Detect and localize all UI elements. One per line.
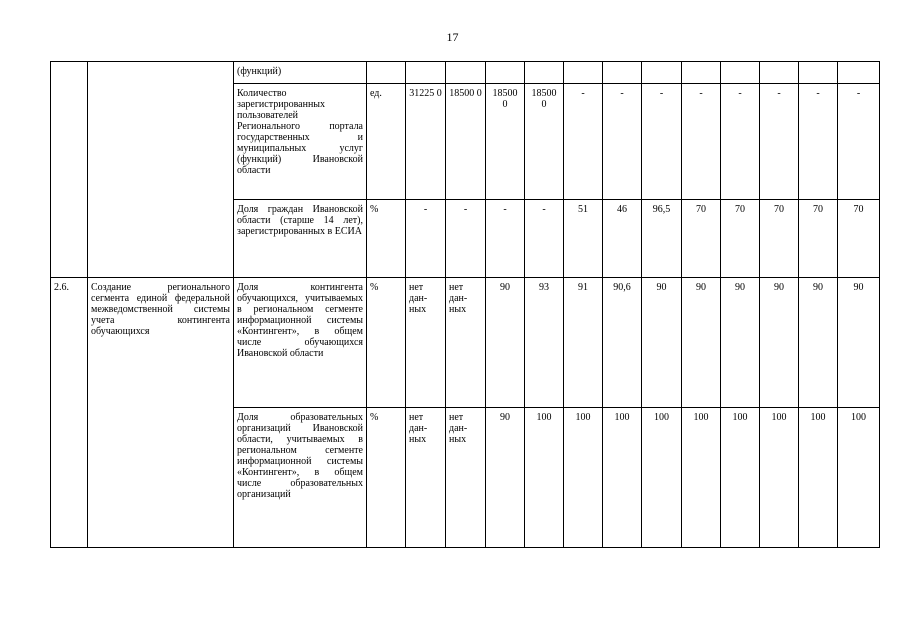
value-cell: 90	[486, 408, 525, 548]
unit-cell	[367, 62, 406, 84]
value-cell: 100	[603, 408, 642, 548]
value-cell	[603, 62, 642, 84]
value-cell	[721, 62, 760, 84]
value-cell: 90	[642, 278, 682, 408]
value-cell	[682, 62, 721, 84]
measure-cell: Создание регионального сегмента единой федеральной межведомственной системы учета контингента обучающихся	[88, 278, 234, 548]
value-cell: 96,5	[642, 200, 682, 278]
value-cell: -	[838, 84, 880, 200]
value-cell	[838, 62, 880, 84]
value-cell	[642, 62, 682, 84]
number-cell: 2.6.	[51, 278, 88, 548]
indicator-cell: Доля граждан Ивановской области (старше 14 лет), зарегистрированных в ЕСИА	[234, 200, 367, 278]
indicator-cell: Доля образовательных организаций Ивановской области, учитываемых в региональном сегменте информационной системы «Контингент», в общем числе образовательных организаций	[234, 408, 367, 548]
value-cell: -	[682, 84, 721, 200]
table-row	[51, 278, 880, 408]
value-cell: 90	[760, 278, 799, 408]
indicator-cell: Доля контингента обучающихся, учитываемых в региональном сегменте информационной системы «Контингент», в общем числе обучающихся Ивановской области	[234, 278, 367, 408]
value-cell: нет дан- ных	[406, 408, 446, 548]
value-cell: -	[799, 84, 838, 200]
value-cell: 100	[721, 408, 760, 548]
value-cell: нет дан- ных	[446, 278, 486, 408]
value-cell: 70	[838, 200, 880, 278]
measure-cell	[88, 62, 234, 278]
value-cell: 90	[838, 278, 880, 408]
value-cell: 100	[564, 408, 603, 548]
value-cell: 100	[642, 408, 682, 548]
value-cell: 31225 0	[406, 84, 446, 200]
value-cell: 46	[603, 200, 642, 278]
value-cell: нет дан- ных	[406, 278, 446, 408]
table-row	[51, 62, 880, 84]
value-cell: -	[642, 84, 682, 200]
value-cell: -	[525, 200, 564, 278]
value-cell: -	[564, 84, 603, 200]
value-cell: -	[486, 200, 525, 278]
value-cell: -	[603, 84, 642, 200]
value-cell	[760, 62, 799, 84]
value-cell: 100	[760, 408, 799, 548]
value-cell: 51	[564, 200, 603, 278]
value-cell: 90	[682, 278, 721, 408]
page-number: 17	[446, 30, 459, 44]
value-cell: 18500 0	[486, 84, 525, 200]
value-cell: нет дан- ных	[446, 408, 486, 548]
unit-cell: %	[367, 278, 406, 408]
value-cell: 93	[525, 278, 564, 408]
number-cell	[51, 62, 88, 278]
value-cell: 100	[525, 408, 564, 548]
value-cell	[446, 62, 486, 84]
value-cell	[525, 62, 564, 84]
indicators-table	[50, 61, 880, 548]
value-cell: 100	[838, 408, 880, 548]
value-cell	[406, 62, 446, 84]
value-cell: 90	[486, 278, 525, 408]
unit-cell: %	[367, 408, 406, 548]
value-cell: 90	[799, 278, 838, 408]
value-cell: 100	[799, 408, 838, 548]
value-cell: -	[446, 200, 486, 278]
value-cell: 90,6	[603, 278, 642, 408]
value-cell: 70	[799, 200, 838, 278]
indicator-cell: Количество зарегистрированных пользователей Регионального портала государственных и муниципальных услуг (функций) Ивановской области	[234, 84, 367, 200]
indicator-cell: (функций)	[234, 62, 367, 84]
value-cell: 18500 0	[525, 84, 564, 200]
value-cell: 70	[721, 200, 760, 278]
value-cell: -	[760, 84, 799, 200]
unit-cell: ед.	[367, 84, 406, 200]
value-cell	[799, 62, 838, 84]
value-cell: -	[406, 200, 446, 278]
value-cell	[486, 62, 525, 84]
unit-cell: %	[367, 200, 406, 278]
value-cell: 100	[682, 408, 721, 548]
value-cell: 90	[721, 278, 760, 408]
value-cell: 70	[760, 200, 799, 278]
value-cell	[564, 62, 603, 84]
value-cell: 18500 0	[446, 84, 486, 200]
value-cell: 91	[564, 278, 603, 408]
value-cell: -	[721, 84, 760, 200]
value-cell: 70	[682, 200, 721, 278]
